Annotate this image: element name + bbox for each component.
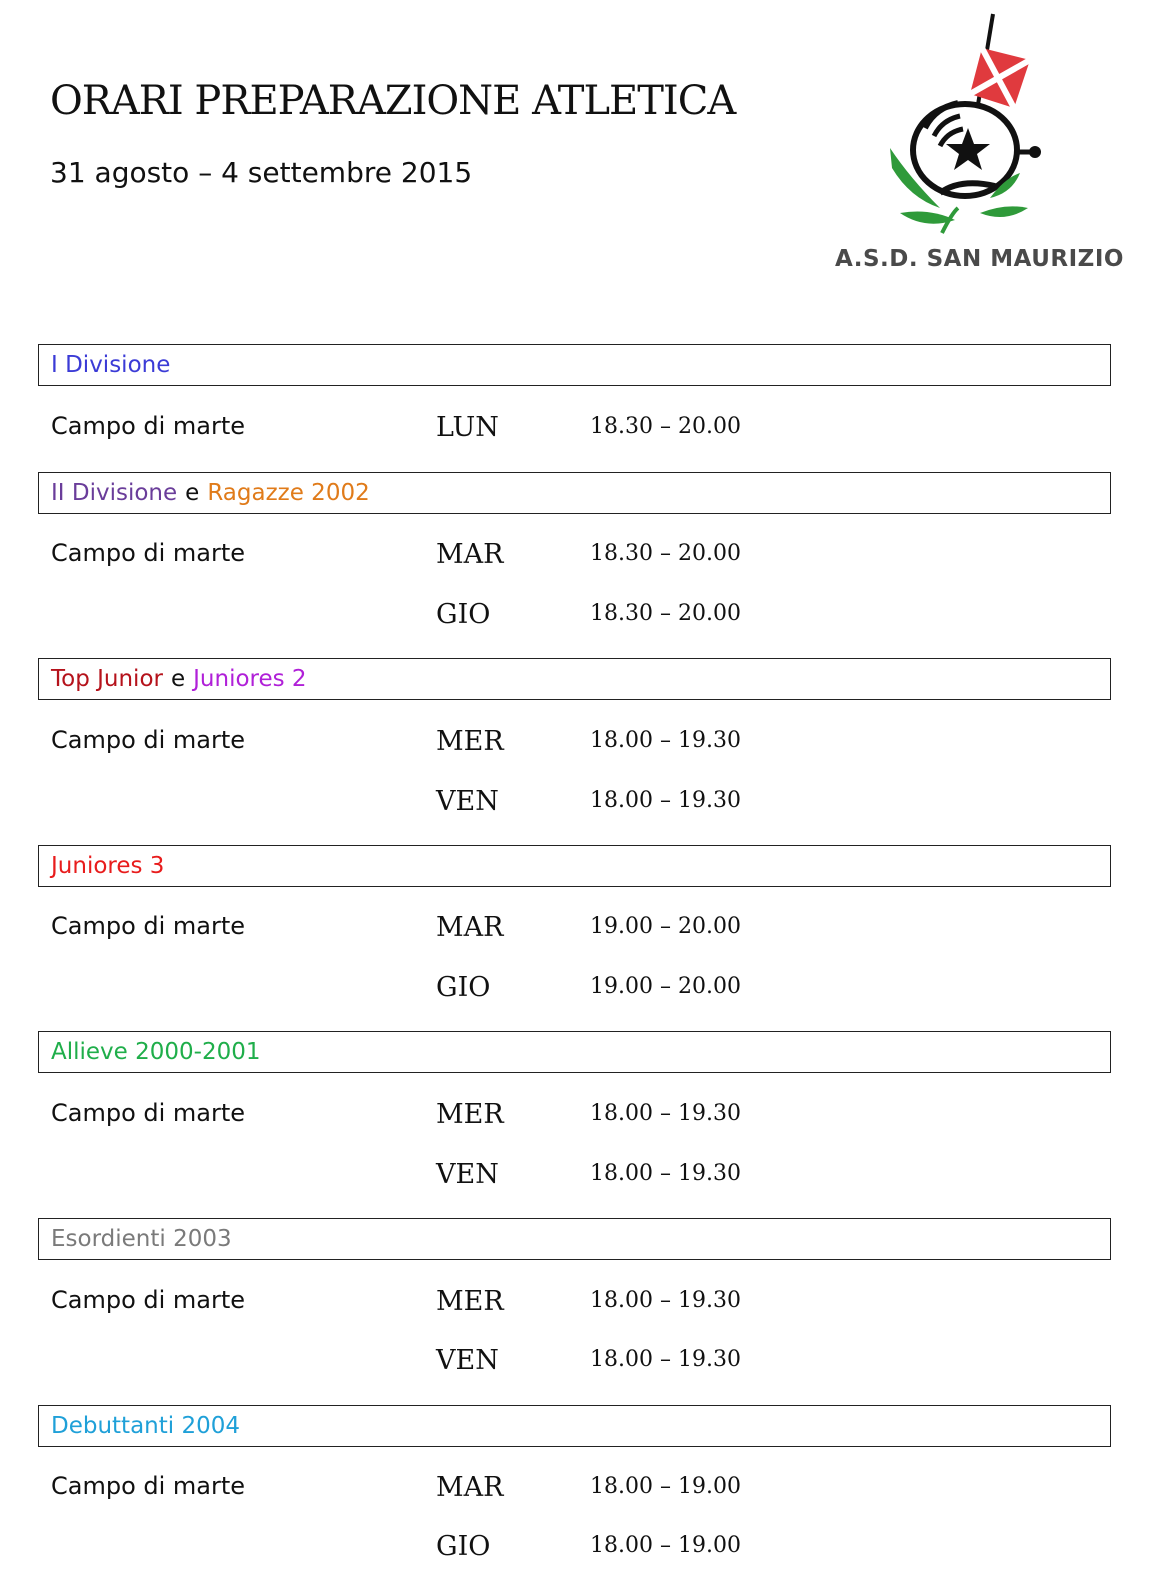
weekday: LUN bbox=[436, 412, 499, 443]
time-range: 18.00 – 19.00 bbox=[590, 1474, 741, 1499]
weekday: GIO bbox=[436, 972, 491, 1003]
weekday: VEN bbox=[436, 1345, 499, 1376]
schedule-row bbox=[0, 972, 1157, 1012]
section-title: Allieve 2000-2001 bbox=[51, 1039, 261, 1065]
schedule-row bbox=[0, 539, 1157, 579]
venue: Campo di marte bbox=[51, 539, 246, 567]
venue: Campo di marte bbox=[51, 1472, 246, 1500]
club-logo bbox=[830, 8, 1124, 288]
section-header-i-divisione bbox=[38, 344, 1111, 386]
weekday: MAR bbox=[436, 539, 504, 570]
section-title: Top Junior bbox=[51, 666, 163, 692]
weekday: MAR bbox=[436, 912, 504, 943]
section-title: Juniores 2 bbox=[193, 666, 307, 692]
schedule-row bbox=[0, 912, 1157, 952]
schedule-row bbox=[0, 1159, 1157, 1199]
weekday: GIO bbox=[436, 599, 491, 630]
schedule-row bbox=[0, 1345, 1157, 1385]
schedule-row bbox=[0, 1099, 1157, 1139]
time-range: 18.30 – 20.00 bbox=[590, 601, 741, 626]
schedule-row bbox=[0, 599, 1157, 639]
section-title: I Divisione bbox=[51, 352, 171, 378]
section-title-connector: e bbox=[185, 480, 200, 506]
section-header-top-junior-juniores-2 bbox=[38, 658, 1111, 700]
section-title-connector: e bbox=[170, 666, 186, 692]
schedule-row bbox=[0, 1472, 1157, 1512]
page-title: ORARI PREPARAZIONE ATLETICA bbox=[50, 78, 736, 124]
weekday: MER bbox=[436, 1099, 504, 1130]
date-range: 31 agosto – 4 settembre 2015 bbox=[50, 156, 473, 189]
weekday: MER bbox=[436, 1286, 504, 1317]
time-range: 18.00 – 19.30 bbox=[590, 1347, 741, 1372]
weekday: VEN bbox=[436, 786, 499, 817]
venue: Campo di marte bbox=[51, 1286, 246, 1314]
schedule-row bbox=[0, 412, 1157, 452]
time-range: 18.00 – 19.30 bbox=[590, 1161, 741, 1186]
venue: Campo di marte bbox=[51, 726, 246, 754]
time-range: 18.00 – 19.00 bbox=[590, 1533, 741, 1558]
time-range: 18.00 – 19.30 bbox=[590, 1101, 741, 1126]
section-header-juniores-3 bbox=[38, 845, 1111, 887]
time-range: 18.00 – 19.30 bbox=[590, 1288, 741, 1313]
section-title: Esordienti 2003 bbox=[51, 1226, 232, 1252]
section-title: Juniores 3 bbox=[51, 853, 165, 879]
weekday: GIO bbox=[436, 1531, 491, 1562]
time-range: 18.00 – 19.30 bbox=[590, 788, 741, 813]
section-title: Debuttanti 2004 bbox=[51, 1413, 240, 1439]
schedule-row bbox=[0, 726, 1157, 766]
section-title: Ragazze 2002 bbox=[207, 480, 370, 506]
time-range: 18.00 – 19.30 bbox=[590, 728, 741, 753]
venue: Campo di marte bbox=[51, 412, 246, 440]
section-header-esordienti bbox=[38, 1218, 1111, 1260]
weekday: MAR bbox=[436, 1472, 504, 1503]
schedule-row bbox=[0, 1286, 1157, 1326]
club-name: A.S.D. SAN MAURIZIO bbox=[835, 246, 1124, 272]
time-range: 18.30 – 20.00 bbox=[590, 541, 741, 566]
time-range: 19.00 – 20.00 bbox=[590, 974, 741, 999]
time-range: 18.30 – 20.00 bbox=[590, 414, 741, 439]
section-header-allieve bbox=[38, 1031, 1111, 1073]
weekday: VEN bbox=[436, 1159, 499, 1190]
schedule-row bbox=[0, 786, 1157, 826]
schedule-row bbox=[0, 1531, 1157, 1571]
section-header-debuttanti bbox=[38, 1405, 1111, 1447]
section-header-ii-divisione-ragazze bbox=[38, 472, 1111, 514]
venue: Campo di marte bbox=[51, 912, 246, 940]
venue: Campo di marte bbox=[51, 1099, 246, 1127]
club-emblem-icon bbox=[830, 8, 1110, 248]
weekday: MER bbox=[436, 726, 504, 757]
section-title: II Divisione bbox=[51, 480, 178, 506]
time-range: 19.00 – 20.00 bbox=[590, 914, 741, 939]
